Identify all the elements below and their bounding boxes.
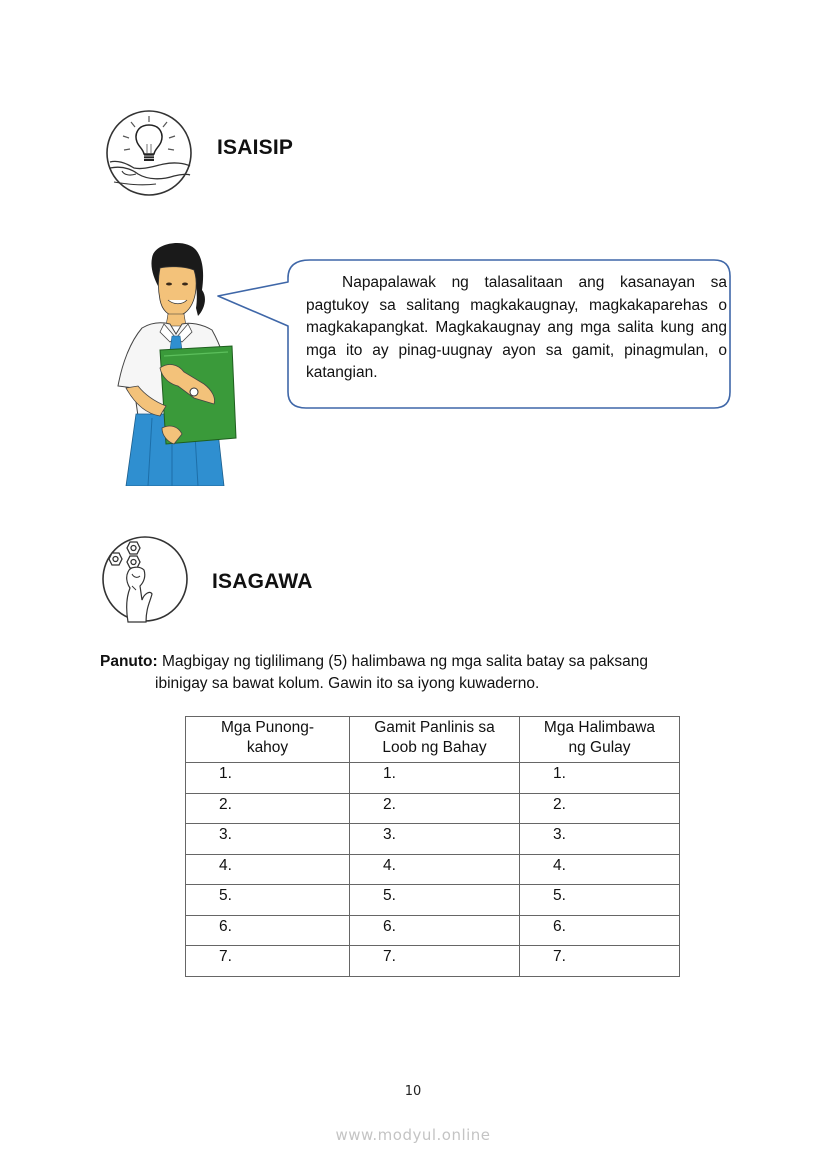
column-header-gamit-panlinis: Gamit Panlinis sa Loob ng Bahay	[350, 717, 520, 763]
hand-with-nuts-icon	[100, 534, 190, 624]
table-row	[186, 885, 680, 916]
table-cell[interactable]: 3.	[186, 824, 350, 855]
isaisip-title: ISAISIP	[217, 136, 294, 159]
watermark: www.modyul.online	[335, 1126, 491, 1144]
table-cell[interactable]: 7.	[350, 946, 520, 977]
instructions	[100, 651, 648, 695]
table-header-row	[186, 717, 680, 763]
table-cell[interactable]: 5.	[186, 885, 350, 916]
table-cell[interactable]: 1.	[350, 763, 520, 794]
table-cell[interactable]: 3.	[520, 824, 680, 855]
table-cell[interactable]: 6.	[350, 915, 520, 946]
table-cell[interactable]: 1.	[186, 763, 350, 794]
table-cell[interactable]: 6.	[186, 915, 350, 946]
table-row	[186, 915, 680, 946]
table-cell[interactable]: 6.	[520, 915, 680, 946]
table-row	[186, 854, 680, 885]
activity-table	[185, 716, 680, 977]
table-cell[interactable]: 2.	[520, 793, 680, 824]
isagawa-title: ISAGAWA	[212, 570, 313, 593]
table-cell[interactable]: 4.	[520, 854, 680, 885]
table-row	[186, 763, 680, 794]
table-cell[interactable]: 4.	[186, 854, 350, 885]
table-row	[186, 793, 680, 824]
page-number: 10	[404, 1084, 422, 1099]
instructions-line-2: ibinigay sa bawat kolum. Gawin ito sa iyong kuwaderno.	[155, 675, 540, 692]
table-cell[interactable]: 3.	[350, 824, 520, 855]
instructions-line-1: Magbigay ng tiglilimang (5) halimbawa ng mga salita batay sa paksang	[162, 653, 648, 670]
table-cell[interactable]: 2.	[186, 793, 350, 824]
speech-bubble-text: Napapalawak ng talasalitaan ang kasanayan sa pagtukoy sa salitang magkakaugnay, magkakaparehas o magkakapangkat. Magkakaugnay ang mga salita kung ang mga ito ay pinag-uugnay ayon sa gamit, pinagmulan, o katangian.	[306, 274, 727, 381]
table-cell[interactable]: 5.	[520, 885, 680, 916]
table-row	[186, 946, 680, 977]
table-row	[186, 824, 680, 855]
instructions-label: Panuto:	[100, 653, 158, 670]
table-cell[interactable]: 2.	[350, 793, 520, 824]
table-cell[interactable]: 7.	[186, 946, 350, 977]
column-header-punong-kahoy: Mga Punong- kahoy	[186, 717, 350, 763]
table-cell[interactable]: 5.	[350, 885, 520, 916]
table-cell[interactable]: 1.	[520, 763, 680, 794]
table-cell[interactable]: 7.	[520, 946, 680, 977]
lightbulb-hand-icon	[104, 108, 194, 198]
column-header-gulay: Mga Halimbawa ng Gulay	[520, 717, 680, 763]
table-cell[interactable]: 4.	[350, 854, 520, 885]
